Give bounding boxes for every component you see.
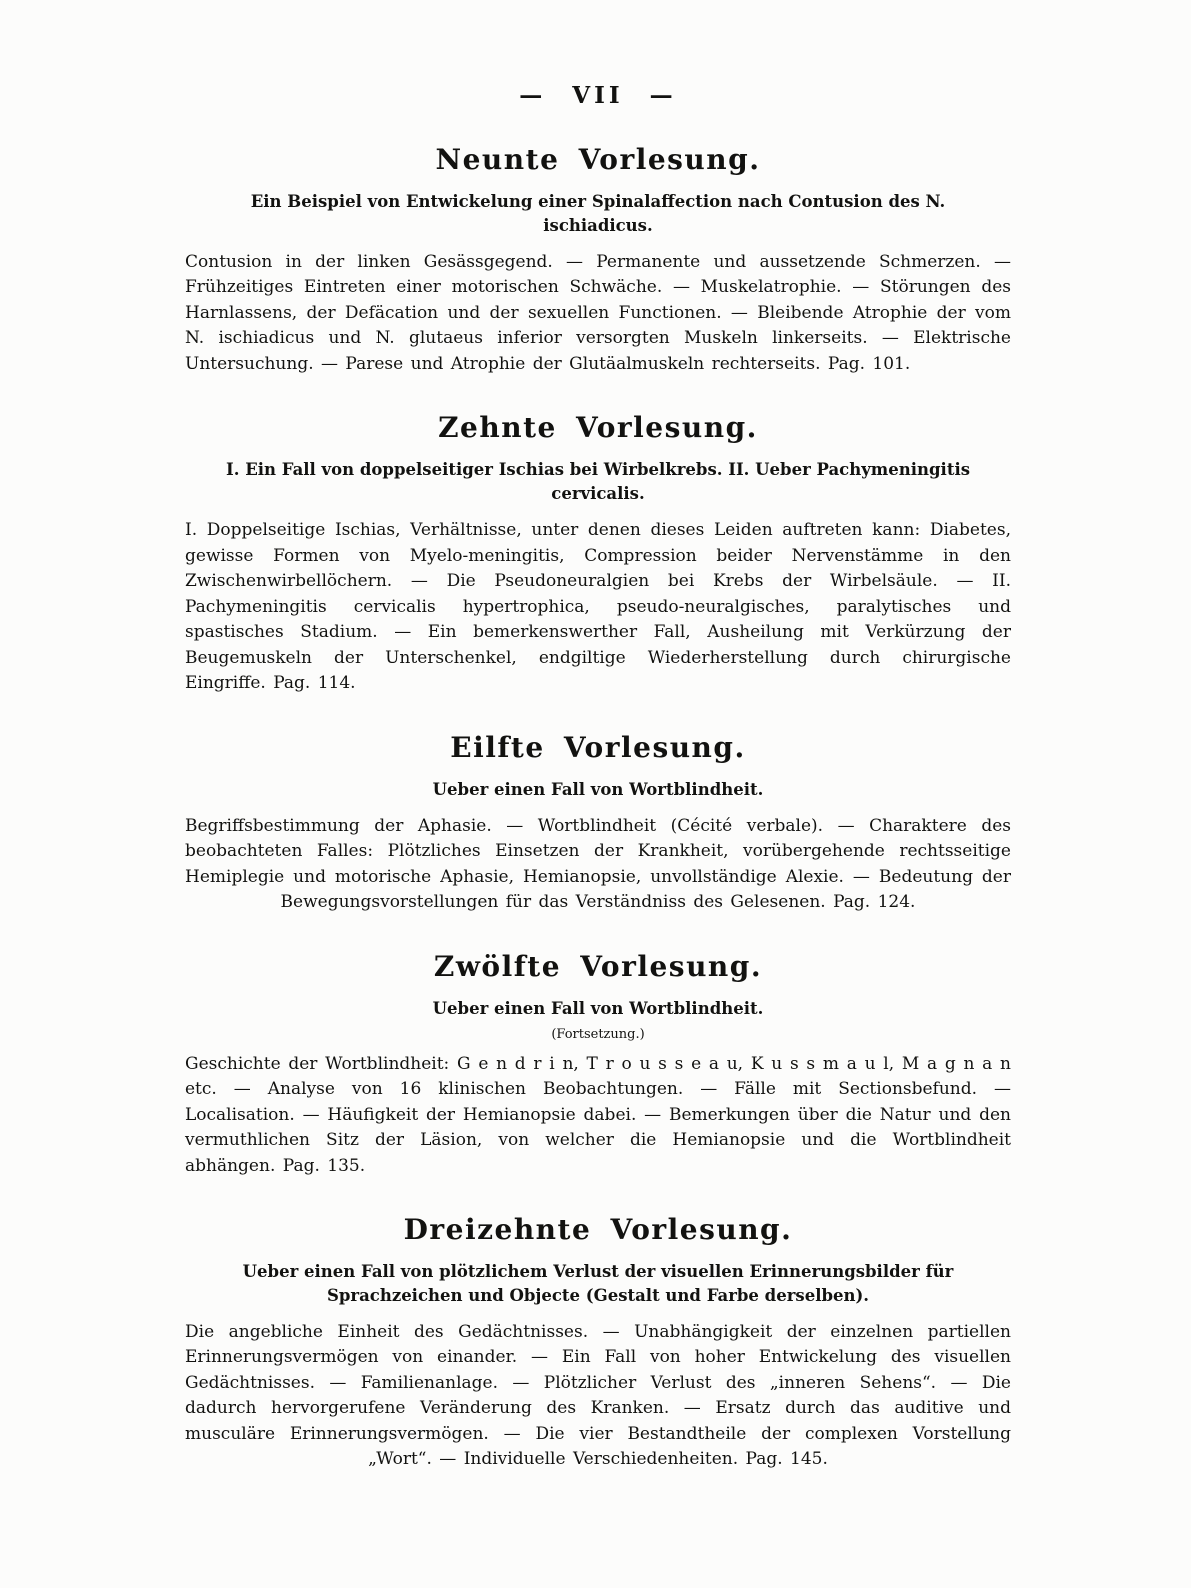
summary-text: Contusion in der linken Gesässgegend. — Permanente und aussetzende Schmerzen. — Frühzeitiges Eintreten einer motorischen Schwäche. — Muskelatrophie. — Störungen des Harnlassens, der Defäcation und der sexuellen Functionen. — Bleibende Atrophie der vom N. ischiadicus und N. glutaeus inferior versorgten Muskeln linkerseits. — Elektrische Untersuchung. — Parese und Atrophie der Glutäalmuskeln rechterseits. [185,251,1011,374]
lecture-title: Zehnte Vorlesung. [438,411,758,445]
page-number: — VII — [519,82,677,109]
lecture-subtitle: I. Ein Fall von doppelseitiger Ischias bei Wirbelkrebs. II. Ueber Pachymeningitis cervicalis. [225,460,970,504]
continuation-note: (Fortsetzung.) [551,1026,645,1042]
page-reference: Pag. 114. [273,673,356,694]
lecture-summary [185,250,1011,378]
page-reference: Pag. 145. [745,1449,828,1470]
summary-text: I. Doppelseitige Ischias, Verhältnisse, unter denen dieses Leiden auftreten kann: Diabetes, gewisse Formen von Myelo-meningitis, Compression beider Nervenstämme in den Zwischenwirbellöchern. — Die Pseudoneuralgien bei Krebs der Wirbelsäule. — II. Pachymeningitis cervicalis hypertrophica, pseudo-neuralgisches, paralytisches und spastisches Stadium. — Ein bemerkenswerther Fall, Ausheilung mit Verkürzung der Beugemuskeln der Unterschenkel, endgiltige Wiederherstellung durch chirurgische Eingriffe. [185,520,1011,694]
lecture-section [185,731,1011,916]
lecture-title: Dreizehnte Vorlesung. [403,1213,793,1247]
lecture-subtitle: Ueber einen Fall von Wortblindheit. [432,998,764,1018]
page-reference: Pag. 135. [282,1155,366,1176]
page-reference: Pag. 101. [827,353,911,374]
summary-text: Geschichte der Wortblindheit: G e n d r i n, T r o u s s e a u, K u s s m a u l, M a g n a n etc. — Analyse von 16 klinischen Beobachtungen. — Fälle mit Sectionsbefund. — Localisation. — Häufigkeit der Hemianopsie dabei. — Bemerkungen über die Natur und den vermuthlichen Sitz der Läsion, von welcher die Hemianopsie und die Wortblindheit abhängen. [185,1053,1011,1176]
lecture-subtitle: Ueber einen Fall von plötzlichem Verlust der visuellen Erinnerungsbilder für Sprachzeichen und Objecte (Gestalt und Farbe derselben). [242,1262,954,1305]
summary-text: Die angebliche Einheit des Gedächtnisses. — Unabhängigkeit der einzelnen partiellen Erinnerungsvermögen von einander. — Ein Fall von hoher Entwickelung des visuellen Gedächtnisses. — Familienanlage. — Plötzlicher Verlust des „inneren Sehens“. — Die dadurch hervorgerufene Veränderung des Kranken. — Ersatz durch das auditive und musculäre Erinnerungsvermögen. — Die vier Bestandtheile der complexen Vorstellung „Wort“. — Individuelle Verschiedenheiten. [185,1321,1011,1470]
lecture-summary [185,1052,1011,1180]
lecture-section [185,1213,1011,1473]
lecture-section [185,950,1011,1179]
lecture-section [185,411,1011,696]
lecture-summary [185,518,1011,697]
lecture-summary [185,1320,1011,1473]
lecture-subtitle: Ueber einen Fall von Wortblindheit. [432,779,764,799]
page-reference: Pag. 124. [833,892,916,913]
lecture-subtitle: Ein Beispiel von Entwickelung einer Spinalaffection nach Contusion des N. ischiadicus. [250,192,946,235]
lecture-title: Eilfte Vorlesung. [450,730,746,764]
summary-text: Begriffsbestimmung der Aphasie. — Wortblindheit (Cécité verbale). — Charaktere des beobachteten Falles: Plötzliches Einsetzen der Krankheit, vorübergehende rechtsseitige Hemiplegie und motorische Aphasie, Hemianopsie, unvollständige Alexie. — Bedeutung der Bewegungsvorstellungen für das Verständniss des Gelesenen. [185,815,1011,913]
lecture-title: Neunte Vorlesung. [435,143,761,176]
lecture-summary [185,814,1011,916]
lecture-section [185,143,1011,377]
lecture-title: Zwölfte Vorlesung. [433,949,763,983]
